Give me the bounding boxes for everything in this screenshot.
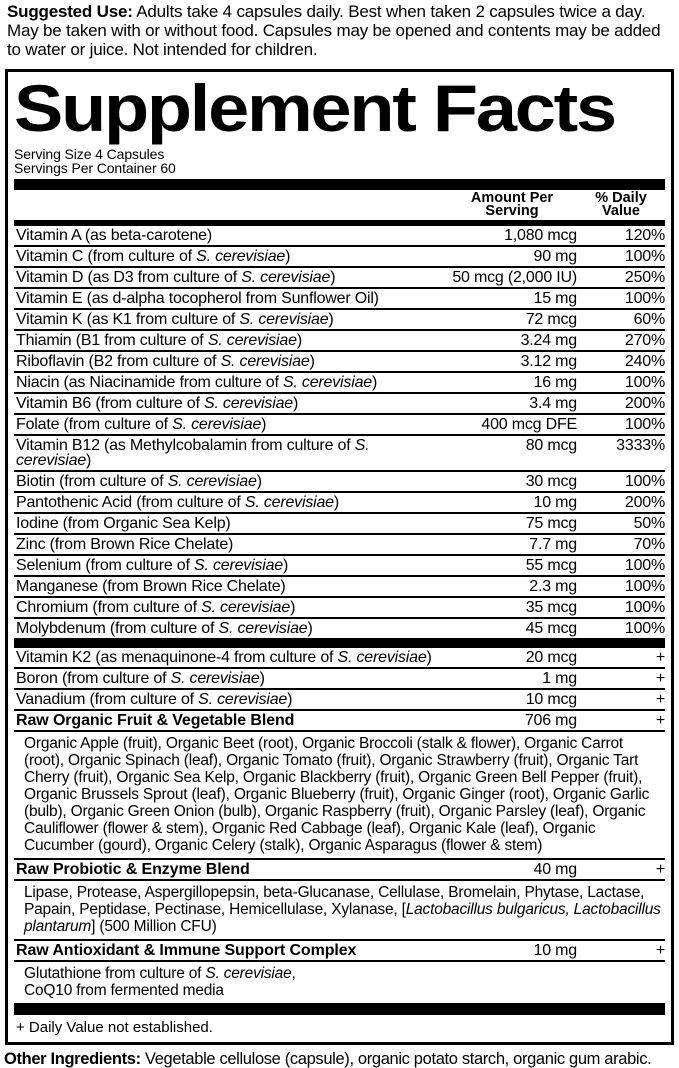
amount-cell: 35 mcg xyxy=(525,598,577,616)
dv-cell: 240% xyxy=(624,352,665,370)
table-row xyxy=(14,331,665,352)
amount-cell: 16 mg xyxy=(533,373,577,391)
table-row xyxy=(14,556,665,577)
table-row xyxy=(14,941,665,962)
dv-cell: 100% xyxy=(624,556,665,574)
nutrient-name: Raw Organic Fruit & Vegetable Blend xyxy=(16,711,295,729)
amount-cell: 20 mcg xyxy=(525,648,577,666)
dv-cell: 100% xyxy=(624,598,665,616)
suggested-use-paragraph xyxy=(7,2,675,59)
nutrient-name: Vitamin B12 (as Methylcobalamin from culture of S. cerevisiae) xyxy=(16,436,370,469)
table-row xyxy=(14,860,665,881)
nutrient-name: Pantothenic Acid (from culture of S. cerevisiae) xyxy=(16,493,340,511)
table-row xyxy=(14,352,665,373)
amount-cell: 55 mcg xyxy=(525,556,577,574)
column-headers xyxy=(14,190,665,220)
daily-value-footnote: + Daily Value not established. xyxy=(16,1018,213,1036)
serving-size: Serving Size 4 Capsules xyxy=(14,145,165,162)
amount-cell: 45 mcg xyxy=(525,619,577,637)
amount-cell: 75 mcg xyxy=(525,514,577,532)
amount-cell: 40 mg xyxy=(533,860,577,878)
nutrient-name: Vitamin B6 (from culture of S. cerevisiae) xyxy=(16,394,299,412)
amount-cell: 3.4 mg xyxy=(529,394,577,412)
amount-cell: 10 mg xyxy=(533,493,577,511)
dv-cell: 100% xyxy=(624,619,665,637)
table-row xyxy=(14,472,665,493)
dv-cell: 100% xyxy=(624,415,665,433)
dv-cell: 120% xyxy=(624,226,665,244)
nutrient-name: Molybdenum (from culture of S. cerevisiae) xyxy=(16,619,313,637)
amount-cell: 10 mcg xyxy=(525,690,577,708)
dv-cell: 250% xyxy=(624,268,665,286)
dv-cell: 200% xyxy=(624,493,665,511)
nutrient-name: Biotin (from culture of S. cerevisiae) xyxy=(16,472,262,490)
dv-cell: + xyxy=(655,690,665,708)
nutrient-name: Thiamin (B1 from culture of S. cerevisiae) xyxy=(16,331,302,349)
amount-cell: 706 mg xyxy=(524,711,577,729)
table-row xyxy=(14,394,665,415)
nutrient-name: Vitamin D (as D3 from culture of S. cerevisiae) xyxy=(16,268,336,286)
table-row xyxy=(14,535,665,556)
table-row xyxy=(14,577,665,598)
amount-cell: 90 mg xyxy=(533,247,577,265)
dv-cell: 100% xyxy=(624,247,665,265)
blend-description: Glutathione from culture of S. cerevisiae, CoQ10 from fermented media xyxy=(14,962,665,1005)
table-row xyxy=(14,373,665,394)
nutrient-name: Vitamin C (from culture of S. cerevisiae) xyxy=(16,247,291,265)
nutrient-name: Boron (from culture of S. cerevisiae) xyxy=(16,669,265,687)
dv-cell: + xyxy=(655,860,665,878)
suggested-use-label: Suggested Use: xyxy=(7,2,133,21)
dv-cell: + xyxy=(655,711,665,729)
nutrient-name: Riboflavin (B2 from culture of S. cerevisiae) xyxy=(16,352,315,370)
daily-value-header: % Daily Value xyxy=(595,189,647,220)
dv-cell: + xyxy=(655,669,665,687)
dv-cell: 3333% xyxy=(616,436,665,454)
dv-cell: 100% xyxy=(624,472,665,490)
dv-cell: 60% xyxy=(633,310,665,328)
amount-cell: 72 mcg xyxy=(525,310,577,328)
table-row xyxy=(14,436,665,472)
table-row xyxy=(14,310,665,331)
other-ingredients-label: Other Ingredients: xyxy=(4,1049,141,1068)
amount-cell: 3.24 mg xyxy=(520,331,577,349)
divider-heavy-top xyxy=(14,179,665,190)
nutrient-name: Vitamin E (as d-alpha tocopherol from Sunflower Oil) xyxy=(16,289,379,307)
table-row xyxy=(14,711,665,732)
amount-cell: 1 mg xyxy=(542,669,577,687)
table-row xyxy=(14,690,665,711)
blend-description: Organic Apple (fruit), Organic Beet (root), Organic Broccoli (stalk & flower), Organic Carrot (root), Organic Spinach (leaf), Organic Tomato (fruit), Organic Strawberry (fruit), Organic Tart Cherry (fruit), Organic Sea Kelp, Organic Blackberry (fruit), Organic Green Bell Pepper (fruit), Organic Brussels Sprout (leaf), Organic Blueberry (fruit), Organic Ginger (root), Organic Garlic (bulb), Organic Green Onion (bulb), Organic Raspberry (fruit), Organic Parsley (leaf), Organic Cauliflower (flower & stem), Organic Red Cabbage (leaf), Organic Kale (leaf), Organic Cucumber (gourd), Organic Celery (stalk), Organic Asparagus (flower & stem) xyxy=(14,732,665,860)
dv-cell: 50% xyxy=(633,514,665,532)
servings-per-container: Servings Per Container 60 xyxy=(14,159,176,176)
table-row xyxy=(14,514,665,535)
amount-cell: 3.12 mg xyxy=(520,352,577,370)
table-row xyxy=(14,493,665,514)
nutrient-name: Vitamin K (as K1 from culture of S. cerevisiae) xyxy=(16,310,334,328)
table-row xyxy=(14,415,665,436)
amount-cell: 10 mg xyxy=(533,941,577,959)
dv-cell: 100% xyxy=(624,373,665,391)
amount-cell: 2.3 mg xyxy=(529,577,577,595)
other-ingredients-text: Vegetable cellulose (capsule), organic potato starch, organic gum arabic. xyxy=(140,1049,652,1068)
amount-cell: 7.7 mg xyxy=(529,535,577,553)
nutrient-name: Vitamin A (as beta-carotene) xyxy=(16,226,212,244)
nutrient-name: Manganese (from Brown Rice Chelate) xyxy=(16,577,286,595)
facts-table xyxy=(14,226,665,1005)
table-row xyxy=(14,619,665,640)
nutrient-name: Iodine (from Organic Sea Kelp) xyxy=(16,514,231,532)
supplement-label-page xyxy=(0,2,679,1068)
nutrient-name: Vanadium (from culture of S. cerevisiae) xyxy=(16,690,293,708)
dv-cell: 70% xyxy=(633,535,665,553)
divider-above-footnote xyxy=(14,1005,665,1015)
dv-cell: 100% xyxy=(624,577,665,595)
suggested-use-text: Adults take 4 capsules daily. Best when taken 2 capsules twice a day. May be taken with or without food. Capsules may be opened and contents may be added to water or juice. Not intended for children. xyxy=(7,2,661,59)
divider-group xyxy=(14,640,665,648)
table-row xyxy=(14,669,665,690)
nutrient-name: Folate (from culture of S. cerevisiae) xyxy=(16,415,267,433)
nutrient-name: Selenium (from culture of S. cerevisiae) xyxy=(16,556,289,574)
nutrient-name: Raw Probiotic & Enzyme Blend xyxy=(16,860,250,878)
blend-description: Lipase, Protease, Aspergillopepsin, beta-Glucanase, Cellulase, Bromelain, Phytase, Lactase, Papain, Peptidase, Pectinase, Hemicellulase, Xylanase, [Lactobacillus bulgaricus, Lactobacillus plantarum] (500 Million CFU) xyxy=(14,881,665,941)
dv-cell: 100% xyxy=(624,289,665,307)
amount-cell: 80 mcg xyxy=(525,436,577,454)
dv-cell: 200% xyxy=(624,394,665,412)
supplement-facts-panel xyxy=(5,69,674,1045)
amount-cell: 50 mcg (2,000 IU) xyxy=(452,268,577,286)
nutrient-name: Raw Antioxidant & Immune Support Complex xyxy=(16,941,357,959)
amount-cell: 15 mg xyxy=(533,289,577,307)
nutrient-name: Niacin (as Niacinamide from culture of S. cerevisiae) xyxy=(16,373,378,391)
table-row xyxy=(14,598,665,619)
dv-cell: + xyxy=(655,648,665,666)
dv-cell: + xyxy=(655,941,665,959)
other-ingredients-line xyxy=(4,1050,679,1068)
serving-info xyxy=(14,147,665,175)
nutrient-name: Chromium (from culture of S. cerevisiae) xyxy=(16,598,296,616)
table-row xyxy=(14,247,665,268)
amount-per-serving-header: Amount Per Serving xyxy=(470,189,554,220)
nutrient-name: Vitamin K2 (as menaquinone-4 from culture of S. cerevisiae) xyxy=(16,648,432,666)
nutrient-name: Zinc (from Brown Rice Chelate) xyxy=(16,535,234,553)
table-row xyxy=(14,648,665,669)
amount-cell: 1,080 mcg xyxy=(504,226,577,244)
panel-title: Supplement Facts xyxy=(14,71,615,145)
table-row xyxy=(14,226,665,247)
dv-cell: 270% xyxy=(624,331,665,349)
amount-cell: 400 mcg DFE xyxy=(481,415,577,433)
table-row xyxy=(14,289,665,310)
table-row xyxy=(14,268,665,289)
amount-cell: 30 mcg xyxy=(525,472,577,490)
